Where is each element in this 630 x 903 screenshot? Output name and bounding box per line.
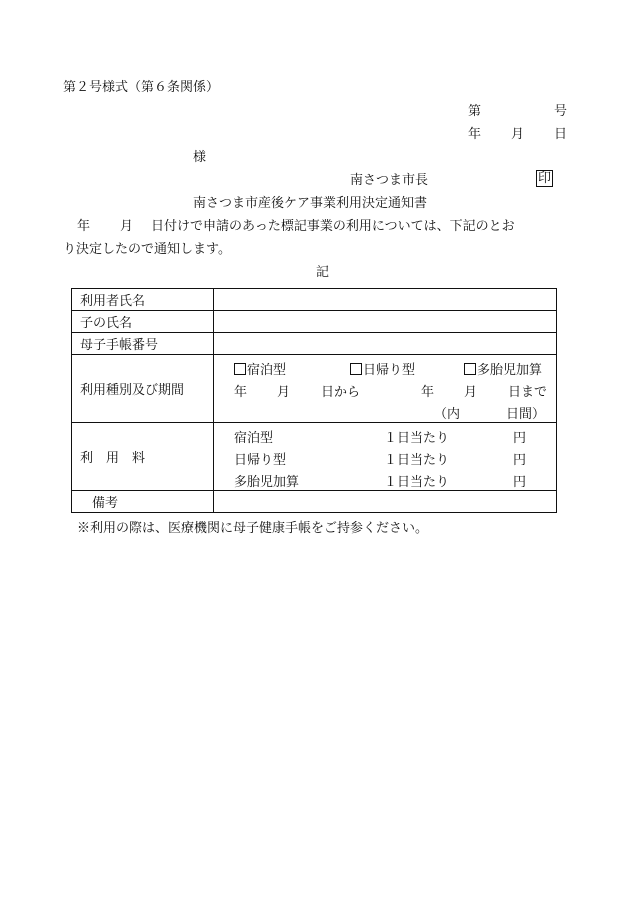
doc-number-suffix: 号 [554, 104, 568, 119]
fee-type: 多胎児加算 [234, 474, 300, 490]
table-row [72, 355, 557, 423]
body-text-line2: り決定したので通知します。 [63, 242, 231, 257]
child-name-field[interactable] [214, 311, 557, 333]
table-row [72, 289, 557, 311]
body-text-line1: 日付けで申請のあった標記事業の利用については、下記のとお [151, 219, 515, 234]
user-name-field[interactable] [214, 289, 557, 311]
checkbox-icon[interactable] [350, 363, 362, 375]
period-month-start: 月 [277, 384, 291, 400]
doc-number-prefix: 第 [468, 104, 482, 119]
table-row [72, 333, 557, 355]
handbook-number-field[interactable] [214, 333, 557, 355]
form-number: 第２号様式（第６条関係） [63, 80, 220, 95]
fee-label: 利 用 料 [72, 423, 214, 491]
table-row [72, 491, 557, 513]
checkbox-icon[interactable] [234, 363, 246, 375]
option-daytrip[interactable]: 日帰り型 [350, 359, 415, 378]
footnote: ※利用の際は、医療機関に母子健康手帳をご持参ください。 [77, 521, 429, 536]
fee-type: 日帰り型 [234, 452, 287, 468]
body-month: 月 [120, 219, 134, 234]
period-month-end: 月 [464, 384, 478, 400]
period-from: 日から [321, 384, 361, 400]
fee-yen: 円 [513, 452, 527, 468]
seal-mark [536, 171, 553, 187]
table-row [72, 423, 557, 491]
fee-yen: 円 [513, 474, 527, 490]
remarks-label: 備考 [72, 491, 214, 513]
document-title: 南さつま市産後ケア事業利用決定通知書 [193, 196, 428, 211]
issuer-mayor: 南さつま市長 [350, 173, 429, 188]
period-year-start: 年 [234, 384, 248, 400]
fee-unit: １日当たり [384, 474, 450, 490]
date-year: 年 [468, 127, 482, 142]
child-name-label: 子の氏名 [72, 311, 214, 333]
type-period-label: 利用種別及び期間 [72, 355, 214, 423]
remarks-field[interactable] [214, 491, 557, 513]
fee-cell [214, 423, 557, 491]
period-to: 日まで [508, 384, 548, 400]
option-overnight[interactable]: 宿泊型 [234, 359, 286, 378]
ki-heading: 記 [316, 265, 330, 280]
handbook-number-label: 母子手帳番号 [72, 333, 214, 355]
type-period-cell [214, 355, 557, 423]
period-year-end: 年 [421, 384, 435, 400]
date-day: 日 [554, 127, 568, 142]
fee-unit: １日当たり [384, 452, 450, 468]
period-within: （内 [434, 406, 461, 422]
user-name-label: 利用者氏名 [72, 289, 214, 311]
body-year: 年 [77, 219, 91, 234]
fee-type: 宿泊型 [234, 430, 274, 446]
date-month: 月 [511, 127, 525, 142]
fee-unit: １日当たり [384, 430, 450, 446]
table-row [72, 311, 557, 333]
seal-stamp: 印 [538, 171, 552, 186]
addressee-honorific: 様 [193, 150, 207, 165]
application-table [71, 288, 557, 513]
period-days: 日間） [506, 406, 546, 422]
option-multiple-birth[interactable]: 多胎児加算 [464, 359, 542, 378]
checkbox-icon[interactable] [464, 363, 476, 375]
fee-yen: 円 [513, 430, 527, 446]
